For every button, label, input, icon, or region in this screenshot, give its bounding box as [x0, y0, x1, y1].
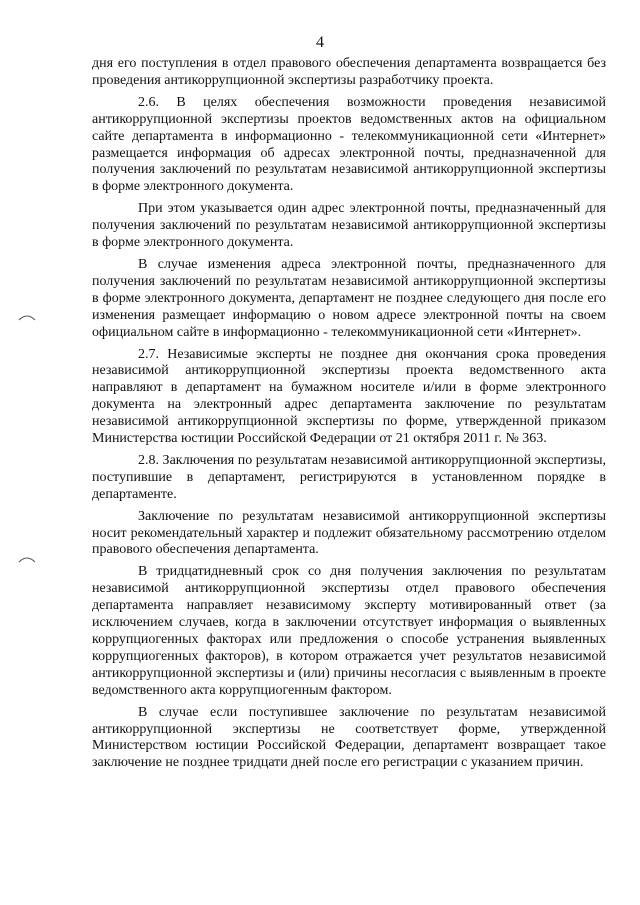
paragraph-2-6: 2.6. В целях обеспечения возможности проведения независимой антикоррупционной экспертизы проектов ведомственных актов на официальном сайте департамента в информационно - телекоммуникационной сети «Интернет» размещается информация об адресах электронной почты, предназначенной для получения заключений по результатам независимой антикоррупционной экспертизы в форме электронного документа.: [92, 94, 606, 195]
paragraph-recommendation: Заключение по результатам независимой антикоррупционной экспертизы носит рекомендательный характер и подлежит обязательному рассмотрению отделом правового обеспечения департамента.: [92, 508, 606, 558]
paragraph-continuation: дня его поступления в отдел правового обеспечения департамента возвращается без проведения антикоррупционной экспертизы разработчику проекта.: [92, 56, 606, 88]
binding-hole-mark-icon: [18, 555, 36, 563]
paragraph-email-change: В случае изменения адреса электронной почты, предназначенного для получения заключений по результатам независимой антикоррупционной экспертизы в форме электронного документа, департамент не позднее следующего дня после его изменения размещает информацию о новом адресе электронной почты на своем официальном сайте в информационно - телекоммуникационной сети «Интернет».: [92, 256, 606, 340]
paragraph-2-7: 2.7. Независимые эксперты не позднее дня окончания срока проведения независимой антикоррупционной экспертизы проекта ведомственного акта направляют в департамент на бумажном носителе и/или в форме электронного документа на электронный адрес департамента заключение по результатам независимой антикоррупционной экспертизы по форме, утвержденной приказом Министерства юстиции Российской Федерации от 21 октября 2011 г. № 363.: [92, 346, 606, 447]
document-body: [92, 56, 606, 777]
paragraph-2-8: 2.8. Заключения по результатам независимой антикоррупционной экспертизы, поступившие в департамент, регистрируются в установленном порядке в департаменте.: [92, 452, 606, 502]
paragraph-email-single-address: При этом указывается один адрес электронной почты, предназначенный для получения заключений по результатам независимой антикоррупционной экспертизы в форме электронного документа.: [92, 201, 606, 251]
binding-hole-mark-icon: [18, 313, 36, 321]
paragraph-thirty-day-response: В тридцатидневный срок со дня получения заключения по результатам независимой антикоррупционной экспертизы отдел правового обеспечения департамента направляет независимому эксперту мотивированный ответ (за исключением случаев, когда в заключении отсутствует информация о выявленных коррупциогенных факторах или предложения о способе устранения выявленных коррупциогенных факторов), в котором отражается учет результатов независимой антикоррупционной экспертизы и (или) причины несогласия с выявленным в проекте ведомственного акта коррупциогенным фактором.: [92, 564, 606, 698]
paragraph-return-conclusion: В случае если поступившее заключение по результатам независимой антикоррупционной экспертизы не соответствует форме, утвержденной Министерством юстиции Российской Федерации, департамент возвращает такое заключение не позднее тридцати дней после его регистрации с указанием причин.: [92, 704, 606, 771]
page-number: 4: [316, 34, 324, 51]
